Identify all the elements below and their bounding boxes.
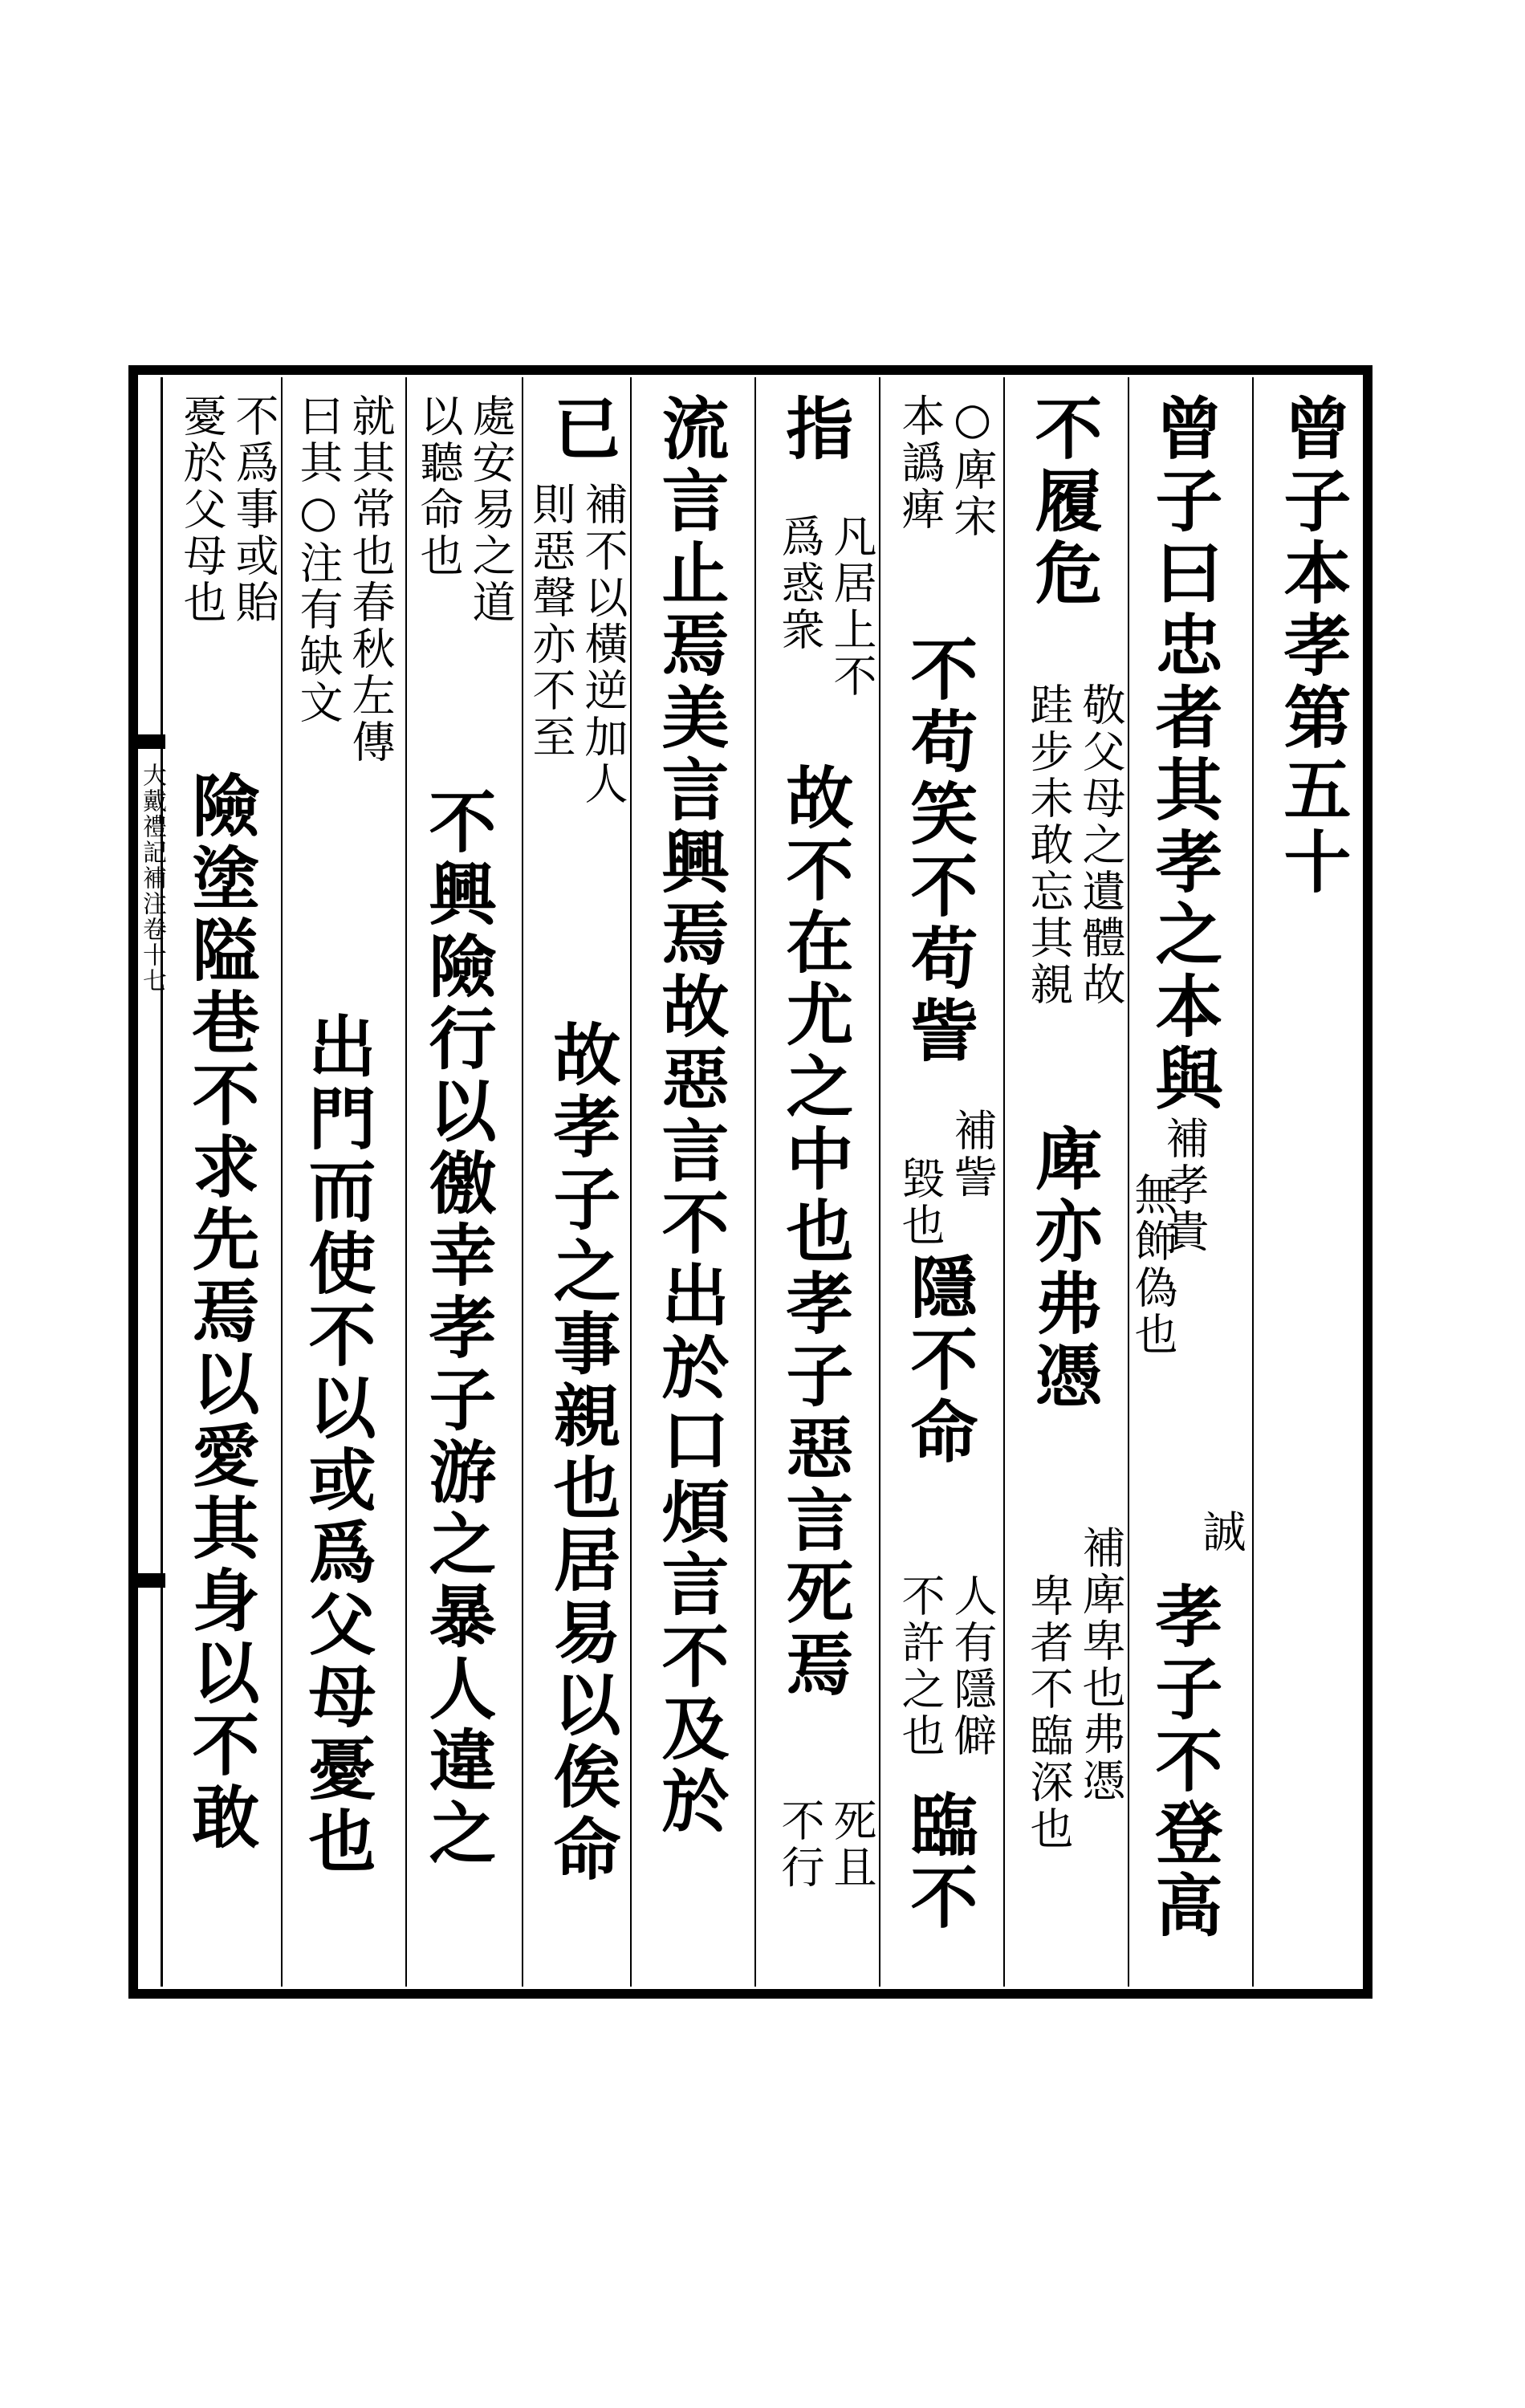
annotation-line: 誠 [1196,1509,1246,1556]
column-rule [879,377,880,1987]
main-text: 故孝子之事親也居易以俟命 [543,1019,622,1886]
main-text: 險塗隘巷不求先焉以愛其身以不敢 [181,771,261,1854]
annotation-line: 補不以橫逆加人 [578,482,628,807]
column-rule [1003,377,1005,1987]
main-text: 不興險行以徼幸孝子游之暴人違之 [418,787,498,1870]
main-text: 孝子不登高 [1145,1581,1224,1942]
annotation-line: 無飾偽也 [1128,1172,1178,1358]
chapter-title: 曾子本孝第五十 [1273,393,1352,899]
annotation-line: 卑者不臨深也 [1023,1573,1074,1853]
column-rule [405,377,407,1987]
annotation-line: 不許之也 [895,1573,946,1759]
main-text: 流言止焉美言興焉故惡言不出於口煩言不及於 [651,393,730,1838]
column-rule [630,377,632,1987]
annotation-line: 就其常也春秋左傳 [345,393,396,766]
main-text: 不履危 [1024,393,1104,610]
main-text: 隱不命 [900,1252,979,1469]
main-text: 出門而使不以或爲父母憂也 [298,1011,377,1878]
main-text: 指 [775,393,855,466]
annotation-line: 死且 [827,1798,877,1891]
annotation-line: 爲惑衆 [775,514,825,653]
annotation-line: 人有隱僻 [947,1573,998,1759]
main-text: 庳亦弗憑 [1024,1124,1104,1413]
text-column-1 [1136,393,1232,1255]
fish-tail-mark-top [138,734,165,749]
annotation-line: 敬父母之遺體故 [1076,682,1126,1008]
main-text: 不苟笑不苟訾 [900,634,979,1068]
annotation-line: 不行 [775,1798,825,1891]
annotation-line: 毀也 [895,1156,946,1249]
annotation-line: 不爲事或貽 [229,393,279,626]
annotation-line: 曰其○注有缺文 [293,393,344,726]
annotation-line: 凡居上不 [827,514,877,700]
column-rule [281,377,283,1987]
annotation-line: 憂於父母也 [177,393,227,626]
column-rule [754,377,756,1987]
annotation-line: 本譌痺 [895,393,946,533]
annotation-line: 以聽命也 [413,393,464,580]
main-text: 臨不 [900,1790,979,1934]
annotation-line: 補訾 [947,1108,998,1201]
main-text: 已 [543,393,622,466]
main-text: 故不在尤之中也孝子惡言死焉 [775,763,855,1702]
gutter-strip [138,377,166,1987]
annotation-line: ○庳宋 [947,393,998,540]
column-rule [522,377,523,1987]
annotation-line: 則惡聲亦不至 [526,482,576,761]
annotation-line: 處安易之道 [466,393,516,626]
annotation-line: 補庳卑也弗憑 [1076,1525,1126,1804]
main-text: 曾子曰忠者其孝之本與 [1145,393,1224,1116]
annotation-line: 跬步未敢忘其親 [1023,682,1074,1008]
annotation-line: 補孝貴 [1159,1116,1210,1255]
fish-tail-mark-bottom [138,1573,165,1588]
column-rule [1252,377,1254,1987]
gutter-label: 大戴禮記補注卷十七 [138,763,166,994]
